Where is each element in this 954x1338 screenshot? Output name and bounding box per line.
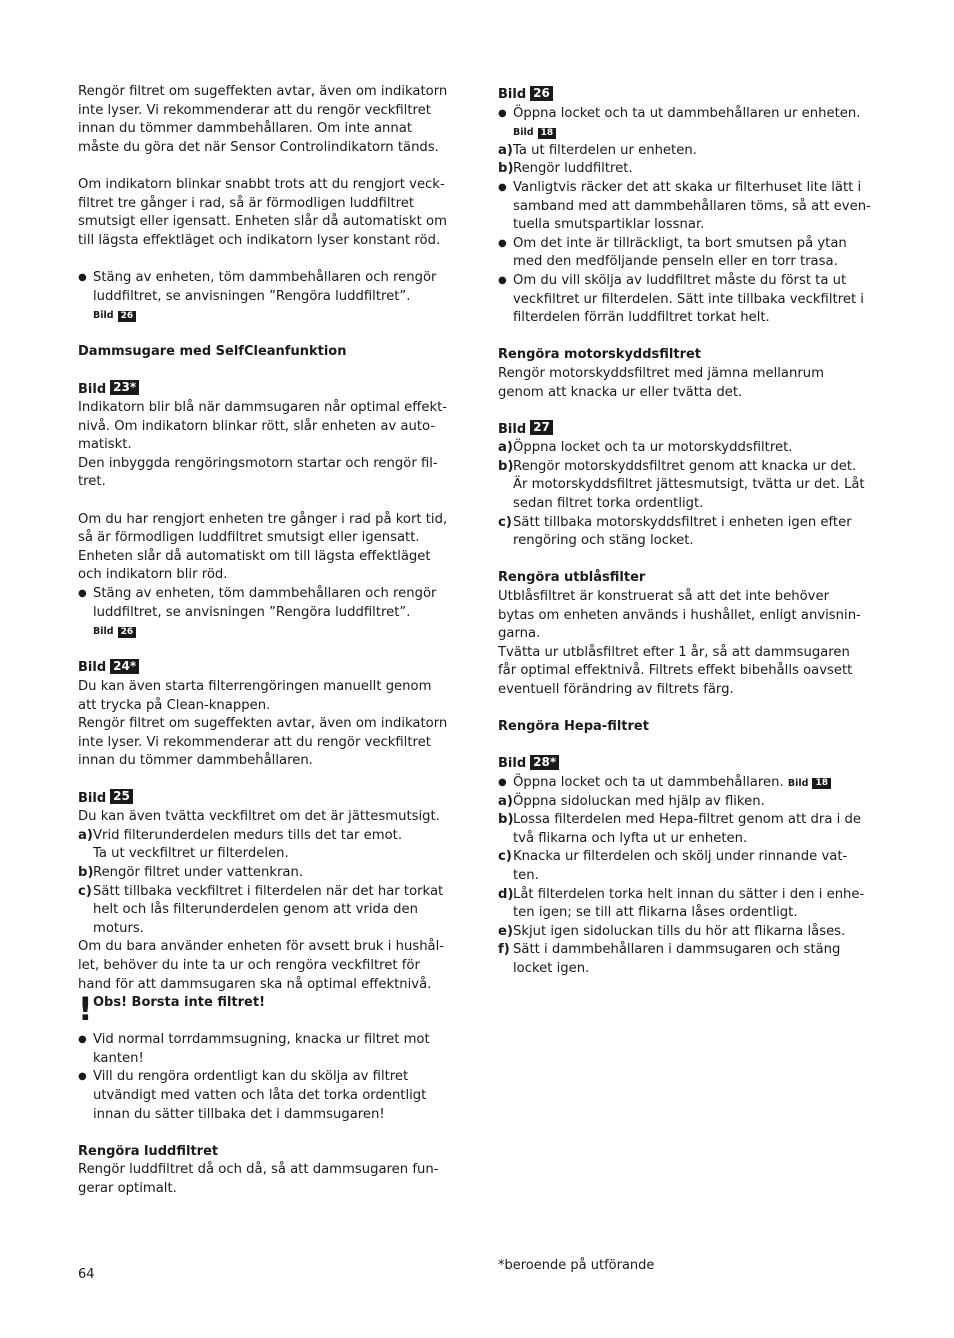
bullet-item: ● Öppna locket och ta ut dammbehållaren. Bild 18 [498, 774, 883, 793]
section-heading: Rengöra Hepa-filtret [498, 719, 649, 735]
bullet-item: ● Vanligtvis räcker det att skaka ur filterhuset lite lätt i samband med att dammbehållaren töms, så att even- tuella smutspartiklar lossnar. [498, 179, 883, 235]
footnote: *beroende på utförande [498, 1258, 655, 1273]
step-item: e) Skjut igen sidoluckan tills du hör att flikarna låses. [498, 923, 846, 939]
step-item: b) Rengör luddfiltret. [498, 161, 633, 177]
step-item: c) Sätt tillbaka veckfiltret i filterdelen när det har torkat helt och lås filterunderdelen genom att vrida den moturs. [78, 883, 444, 936]
bullet-item: ● Om du vill skölja av luddfiltret måste du först ta ut veckfiltret ur filterdelen. Sätt inte tillbaka veckfiltret i filterdelen förrän luddfiltret torkat helt. [498, 272, 883, 328]
step-item: a) Öppna locket och ta ur motorskyddsfiltret. [498, 440, 793, 456]
step-item: a) Ta ut filterdelen ur enheten. [498, 142, 697, 158]
figure-label: Bild 24* [78, 659, 463, 678]
step-item: a) Öppna sidoluckan med hjälp av fliken. [498, 793, 765, 809]
page-number: 64 [78, 1267, 95, 1282]
step-item: c) Sätt tillbaka motorskyddsfiltret i enheten igen efter rengöring och stäng locket. [498, 514, 852, 549]
bullet-item: ● Öppna locket och ta ut dammbehållaren ur enheten. Bild 18 [498, 105, 883, 142]
step-item: a) Vrid filterunderdelen medurs tills det tar emot. Ta ut veckfiltret ur filterdelen. [78, 827, 403, 862]
warning-note: ! Obs! Borsta inte filtret! [78, 990, 265, 1029]
figure-label: Bild 27 [498, 421, 883, 440]
figure-reference: Bild 18 [513, 126, 556, 140]
figure-label: Bild 23* [78, 381, 463, 400]
paragraph: Du kan även starta filterrengöringen manuellt genom att trycka på Clean-knappen. Rengör filtret om sugeffekten avtar, även om indikatorn inte lyser. Vi rekommenderar att du rengör veckfiltret innan du tömmer dammbehållaren. [78, 679, 448, 769]
paragraph: Indikatorn blir blå när dammsugaren når optimal effekt- nivå. Om indikatorn blinkar rött, slår enheten av auto- matiskt. Den inbyggda rengöringsmotorn startar och rengör fil- tret. [78, 400, 448, 490]
section-heading: Dammsugare med SelfCleanfunktion [78, 344, 347, 360]
right-column [498, 86, 883, 979]
paragraph: Rengör filtret om sugeffekten avtar, även om indikatorn inte lyser. Vi rekommenderar att du rengör veckfiltret innan du tömmer dammbehållaren. Om inte annat måste du göra det när Sensor Controlindikatorn tänds. [78, 84, 448, 155]
step-item: f) Sätt i dammbehållaren i dammsugaren och stäng locket igen. [498, 942, 841, 976]
section-heading: Rengöra luddfiltret [78, 1143, 219, 1159]
paragraph: Om du bara använder enheten för avsett bruk i hushål- let, behöver du inte ta ur och rengöra veckfiltret för hand för att dammsugaren ska nå optimal effektnivå. [78, 939, 445, 992]
bullet-item: ● Om det inte är tillräckligt, ta bort smutsen på ytan med den medföljande penseln eller en torr trasa. [498, 235, 883, 272]
bullet-item: ● Vid normal torrdammsugning, knacka ur filtret mot kanten! [78, 1031, 463, 1068]
bullet-item: ● Vill du rengöra ordentligt kan du skölja av filtret utvändigt med vatten och låta det torka ordentligt innan du sätter tillbaka det i dammsugaren! [78, 1068, 463, 1124]
paragraph: Om indikatorn blinkar snabbt trots att du rengjort veck- filtret tre gånger i rad, så är förmodligen luddfiltret smutsigt eller igensatt. Enheten slår då automatiskt om till lägsta effektläget och indikatorn lyser konstant röd. [78, 176, 447, 248]
step-item: b) Rengör filtret under vattenkran. [78, 864, 304, 880]
paragraph: Om du har rengjort enheten tre gånger i rad på kort tid, så är förmodligen luddfiltret smutsigt eller igensatt. Enheten slår då automatiskt om till lägsta effektläget och indikatorn blir röd. [78, 511, 448, 583]
figure-reference: Bild 26 [93, 625, 136, 639]
paragraph: Rengör motorskyddsfiltret med jämna mellanrum genom att knacka ur eller tvätta det. [498, 365, 824, 400]
step-item: c) Knacka ur filterdelen och skölj under rinnande vat- ten. [498, 849, 848, 883]
figure-reference: Bild 26 [93, 309, 136, 323]
figure-reference: Bild 18 [788, 777, 831, 791]
bullet-item: ● Stäng av enheten, töm dammbehållaren och rengör luddfiltret, se anvisningen ”Rengöra luddfiltret”. Bild 26 [78, 585, 463, 641]
paragraph: Du kan även tvätta veckfiltret om det är jättesmutsigt. [78, 809, 440, 825]
exclamation-icon: ! [78, 990, 93, 1029]
step-item: b) Rengör motorskyddsfiltret genom att knacka ur det. Är motorskyddsfiltret jättesmutsigt, tvätta ur det. Låt sedan filtret torka ordentligt. [498, 458, 865, 512]
left-column [78, 83, 463, 1199]
section-heading: Rengöra utblåsfilter [498, 570, 646, 586]
figure-label: Bild 28* [498, 755, 883, 774]
section-heading: Rengöra motorskyddsfiltret [498, 347, 702, 363]
step-item: d) Låt filterdelen torka helt innan du sätter i den i enhe- ten igen; se till att flikarna låses ordentligt. [498, 886, 865, 921]
figure-label: Bild 25 [78, 790, 463, 809]
step-item: b) Lossa filterdelen med Hepa-filtret genom att dra i de två flikarna och lyfta ut ur enheten. [498, 812, 861, 846]
paragraph: Rengör luddfiltret då och då, så att dammsugaren fun- gerar optimalt. [78, 1162, 439, 1197]
figure-label: Bild 26 [498, 86, 883, 105]
paragraph: Utblåsfiltret är konstruerat så att det inte behöver bytas om enheten används i hushållet, enligt anvisnin- garna. Tvätta ur utblåsfiltret efter 1 år, så att dammsugaren får optimal effektnivå. Filtrets effekt bibehålls oavsett eventuell förändring av filtrets färg. [498, 589, 861, 697]
bullet-item: ● Stäng av enheten, töm dammbehållaren och rengör luddfiltret, se anvisningen ”Rengöra luddfiltret”. Bild 26 [78, 269, 463, 325]
